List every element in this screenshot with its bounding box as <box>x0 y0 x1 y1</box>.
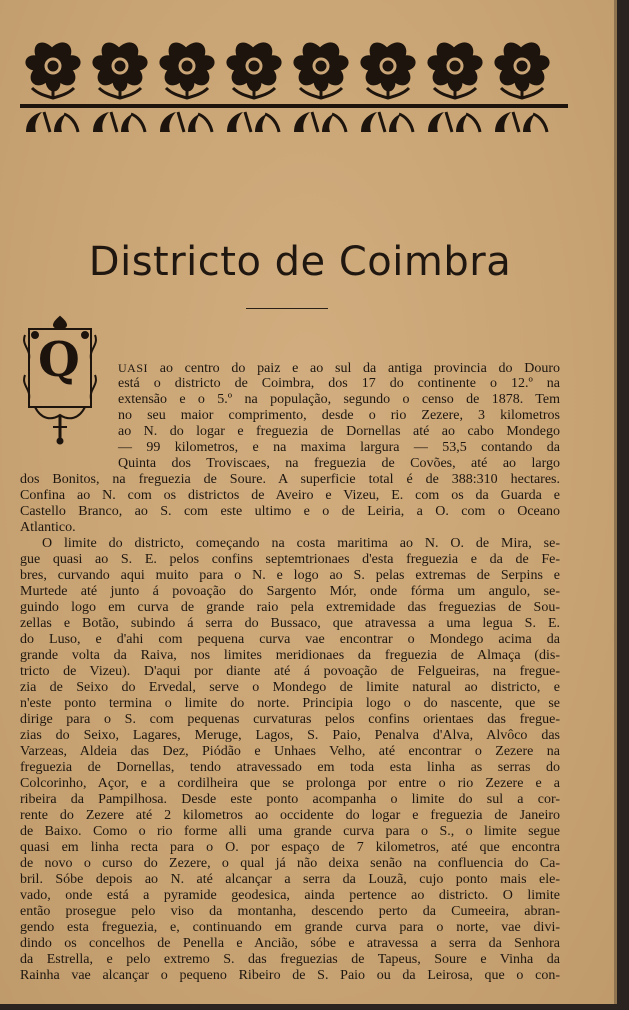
text-line-content: Colcorinho, Açor, e a cordilheira que se prolonga por entre o rio Zezere e a <box>20 776 560 791</box>
text-line-content: tricto de Vizeu). D'aqui por diante até á povoação de Felgueiras, na fregue- <box>20 664 560 679</box>
text-line-content: ao N. do logar e freguezia de Dornellas até ao cabo Mondego <box>118 424 560 439</box>
text-line-content: do Luso, e d'ahi com pequena curva vae encontrar o Mondego acima da <box>20 632 560 647</box>
text-line <box>20 840 560 856</box>
text-line-content: ao centro do paiz e ao sul da antiga provincia do Douro <box>148 361 560 376</box>
text-line <box>20 664 560 680</box>
text-line <box>20 760 560 776</box>
text-line <box>20 920 560 936</box>
text-line <box>20 952 560 968</box>
text-line <box>20 488 560 504</box>
text-line-content: Quinta dos Troviscaes, na freguezia de Covões, até ao largo <box>118 456 560 471</box>
text-line <box>20 552 560 568</box>
text-line <box>20 456 560 472</box>
text-line <box>20 936 560 952</box>
text-line-content: O limite do districto, começando na costa maritima ao N. O. de Mira, se- <box>42 536 560 551</box>
text-line <box>20 888 560 904</box>
text-line <box>20 632 560 648</box>
text-line <box>20 776 560 792</box>
drop-cap-letter: Q <box>38 332 80 388</box>
title-divider <box>246 308 328 309</box>
text-line <box>20 568 560 584</box>
text-line <box>20 616 560 632</box>
body-text <box>20 360 560 984</box>
text-line-content: dirige para o S. com pequenas curvaturas pelos confins orientaes das fregue- <box>20 712 560 727</box>
text-line-content: Confina ao N. com os districtos de Aveiro e Vizeu, E. com os da Guarda e <box>20 488 560 503</box>
text-line <box>20 872 560 888</box>
floral-ornament-header <box>20 36 598 134</box>
text-line <box>20 520 560 536</box>
text-line-content: então prosegue pelo viso da montanha, descendo perto da Cumeeira, abran- <box>20 904 560 919</box>
text-line <box>20 376 560 392</box>
text-line-content: zellas e Botão, subindo á serra do Bussaco, que atravessa a uma legua S. E. <box>20 616 560 631</box>
text-line <box>20 696 560 712</box>
text-line <box>20 648 560 664</box>
text-line-content: zia de Seixo do Ervedal, serve o Mondego de limite natural ao districto, e <box>20 680 560 695</box>
text-line <box>20 408 560 424</box>
text-line-content: Atlantico. <box>20 520 76 535</box>
text-line-content: da Estrella, e pelo extremo S. das freguezias de Tapeus, Soure e Vinha da <box>20 952 560 967</box>
text-line <box>20 600 560 616</box>
text-line-content: está o districto de Coimbra, dos 17 do continente o 12.º na <box>118 376 560 391</box>
text-line-content: vado, onde está a pyramide geodesica, ainda pertence ao districto. O limite <box>20 888 560 903</box>
text-line <box>20 440 560 456</box>
text-line-content: rente do Zezere até 2 kilometros ao occidente do logar e freguezia de Janeiro <box>20 808 560 823</box>
text-line-content: grande volta da Raiva, nos limites meridionaes da freguezia de Almaça (dis- <box>20 648 560 663</box>
text-line <box>20 808 560 824</box>
text-line <box>20 856 560 872</box>
text-line-content: bril. Sóbe depois ao N. até alcançar a serra da Louzã, cujo ponto mais ele- <box>20 872 560 887</box>
text-line-content: gue quasi ao S. E. pelos confins septemtrionaes d'esta freguezia e da de Fe- <box>20 552 560 567</box>
text-line-content: guindo logo em curva de grande raio pela extremidade das freguezias de Sou- <box>20 600 560 615</box>
text-line-content: Castello Branco, ao S. com este ultimo e o de Leiria, a O. com o Oceano <box>20 504 560 519</box>
text-line-content: — 99 kilometros, e na maxima largura — 53,5 contando da <box>118 440 560 455</box>
text-line-content: dos Bonitos, na freguezia de Soure. A superficie total é de 388:310 hectares. <box>20 472 560 487</box>
text-line <box>20 712 560 728</box>
text-line-content: de novo o curso do Zezere, o qual já não deixa senão na confluencia do Ca- <box>20 856 560 871</box>
text-line-content: extensão e o 5.º na população, segundo o censo de 1878. Tem <box>118 392 560 407</box>
text-line <box>20 424 560 440</box>
text-line <box>20 904 560 920</box>
text-line-content: ribeira da Pampilhosa. Desde este ponto acompanha o limite do sul a cor- <box>20 792 560 807</box>
text-line <box>20 728 560 744</box>
text-line <box>20 360 560 376</box>
text-line-content: bres, curvando aqui muito para o N. e logo ao S. pelas extremas de Serpins e <box>20 568 560 583</box>
text-line-content: quasi em linha recta para o O. por espaço de 7 kilometros, até que encontra <box>20 840 560 855</box>
text-line-content: Varzeas, Aldeia das Dez, Piódão e Unhaes Velho, até encontrar o Zezere na <box>20 744 560 759</box>
text-line-content: no seu maior comprimento, desde o rio Zezere, 3 kilometros <box>118 408 560 423</box>
text-line-content: de Baixo. Como o rio forme alli uma grande curva para o S., o limite segue <box>20 824 560 839</box>
text-line <box>20 824 560 840</box>
text-line-content: freguezia de Dornellas, tendo atravessado em toda esta linha as serras do <box>20 760 560 775</box>
lead-word: UASI <box>118 361 149 375</box>
text-line <box>20 680 560 696</box>
text-line-content: n'este ponto termina o limite do norte. Principia logo o do nascente, que se <box>20 696 560 711</box>
text-line <box>20 968 560 984</box>
text-line-content: Rainha vae alcançar o pequeno Ribeiro de S. Paio ou da Leirosa, que o con- <box>20 968 560 983</box>
text-line <box>20 392 560 408</box>
page-title: Districto de Coimbra <box>88 238 512 285</box>
text-line-content: dindo os concelhos de Penella e Ancião, sóbe e atravessa a serra da Senhora <box>20 936 560 951</box>
text-line <box>20 744 560 760</box>
text-line <box>20 584 560 600</box>
text-line <box>20 504 560 520</box>
text-line-content: gendo esta freguezia, e, continuando em grande curva para o norte, vae divi- <box>20 920 560 935</box>
text-line-content: zias do Seixo, Lagares, Meruge, Lagos, S. Paio, Penalva d'Alva, Alvôco das <box>20 728 560 743</box>
text-line <box>20 792 560 808</box>
text-line <box>20 472 560 488</box>
text-line <box>20 536 560 552</box>
text-line-content: Murtede até junto á povoação do Sargento Mór, onde fórma um angulo, se- <box>20 584 560 599</box>
